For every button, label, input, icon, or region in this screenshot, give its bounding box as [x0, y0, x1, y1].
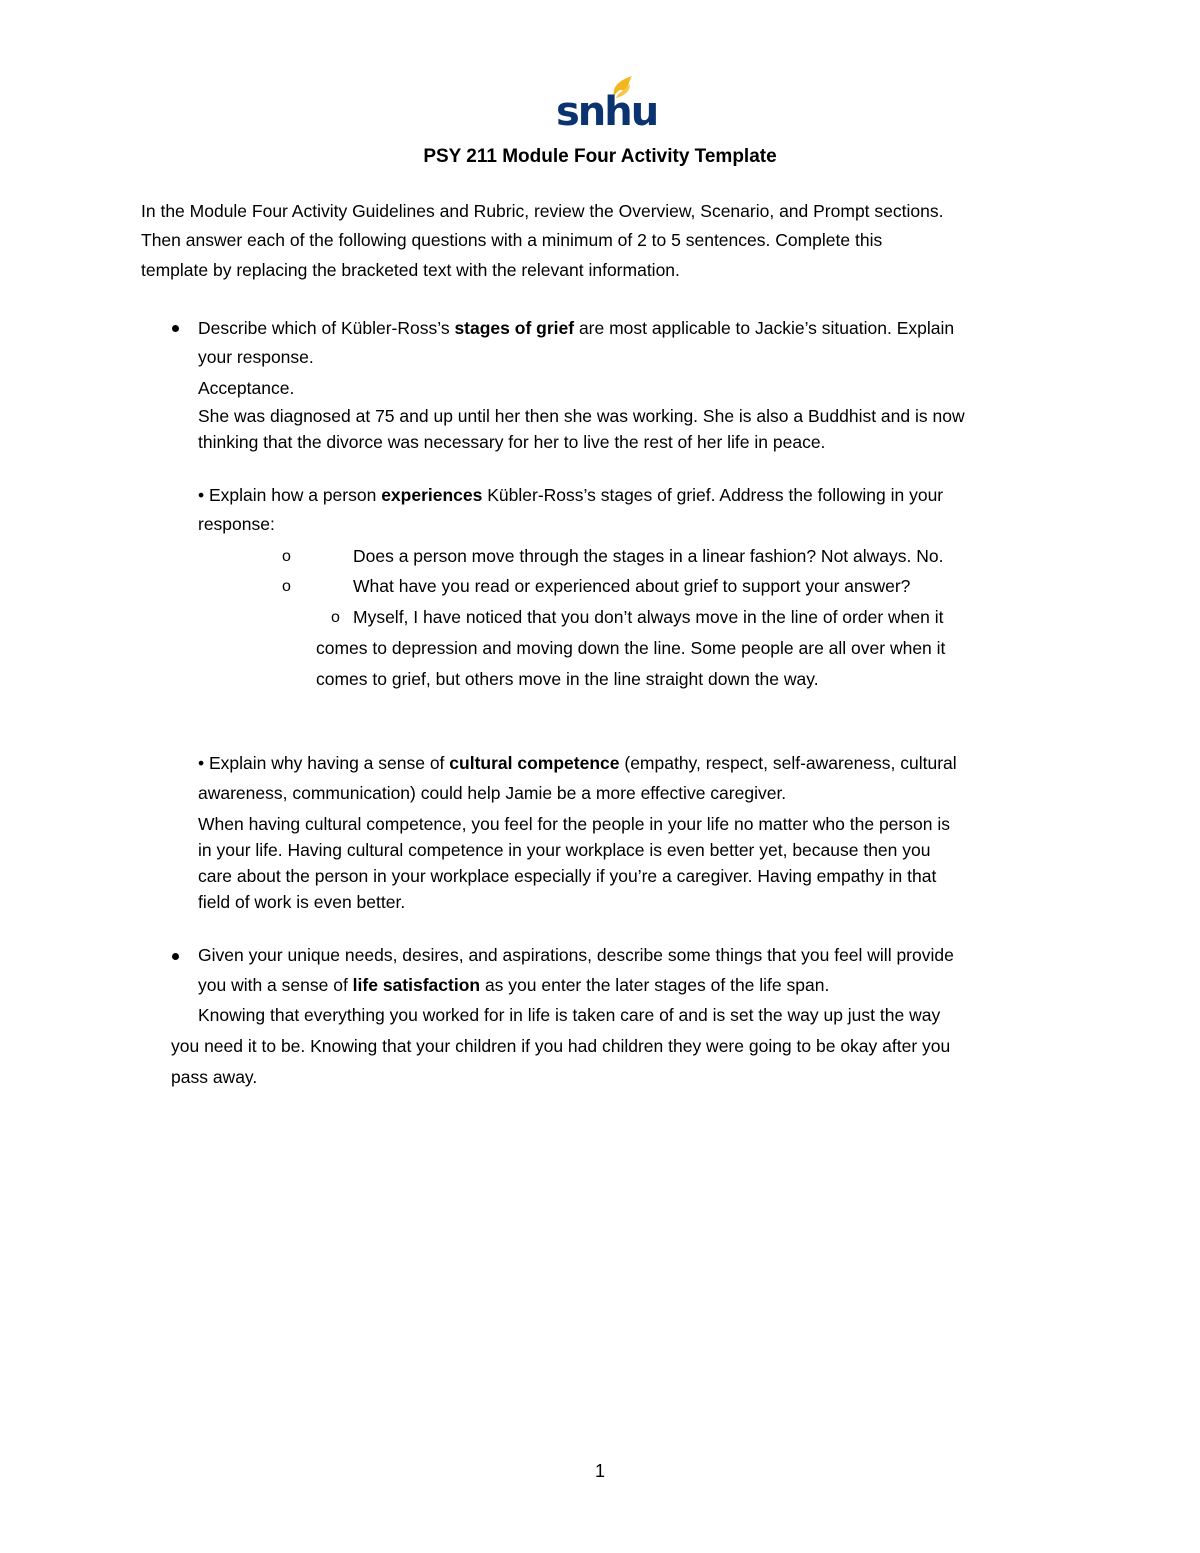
bullet-icon: [172, 325, 179, 332]
intro-line-1: In the Module Four Activity Guidelines and Rubric, review the Overview, Scenario, and Prompt sections.: [141, 201, 944, 221]
q1-prompt-line-1: Describe which of Kübler-Ross’s stages of grief are most applicable to Jackie’s situation. Explain: [198, 318, 955, 338]
q4-prompt-line-1: Given your unique needs, desires, and aspirations, describe some things that you feel will provide: [198, 945, 954, 965]
q4-answer-line-2: you need it to be. Knowing that your children if you had children they were going to be okay after you: [171, 1036, 951, 1056]
page-title: PSY 211 Module Four Activity Template: [423, 146, 777, 167]
sub-bullet-marker: o: [282, 578, 291, 595]
intro-line-3: template by replacing the bracketed text with the relevant information.: [141, 260, 680, 280]
intro-line-2: Then answer each of the following questions with a minimum of 2 to 5 sentences. Complete this: [141, 230, 883, 250]
sub-bullet-marker: o: [331, 609, 340, 626]
q3-answer-line-3: care about the person in your workplace especially if you’re a caregiver. Having empathy in that: [198, 866, 937, 886]
q2-sub-item-1: Does a person move through the stages in a linear fashion? Not always. No.: [353, 546, 944, 566]
q2-sub-item-2: What have you read or experienced about grief to support your answer?: [353, 576, 911, 596]
sub-bullet-marker: o: [282, 548, 291, 565]
q4-answer-line-3: pass away.: [171, 1067, 258, 1087]
q3-answer-line-4: field of work is even better.: [198, 892, 406, 912]
q3-prompt-line-1: • Explain why having a sense of cultural competence (empathy, respect, self-awareness, cultural: [198, 753, 957, 773]
page-number: 1: [594, 1461, 605, 1481]
q3-answer-line-1: When having cultural competence, you feel for the people in your life no matter who the person is: [198, 814, 950, 834]
q4-answer-line-1: Knowing that everything you worked for in life is taken care of and is set the way up just the way: [198, 1005, 941, 1025]
q3-prompt-line-2: awareness, communication) could help Jamie be a more effective caregiver.: [198, 783, 787, 803]
q2-prompt-line-2: response:: [198, 514, 275, 534]
q1-answer-line-1: Acceptance.: [198, 378, 295, 398]
q2-sub-item-3-line-1: Myself, I have noticed that you don’t always move in the line of order when it: [353, 607, 944, 627]
q3-answer-line-2: in your life. Having cultural competence in your workplace is even better yet, because then you: [198, 840, 931, 860]
q2-prompt-line-1: • Explain how a person experiences Kübler-Ross’s stages of grief. Address the following in your: [198, 485, 944, 505]
q2-sub-item-3-line-2: comes to depression and moving down the line. Some people are all over when it: [316, 638, 946, 658]
q4-prompt-line-2: you with a sense of life satisfaction as you enter the later stages of the life span.: [198, 975, 830, 995]
bullet-icon: [172, 953, 179, 960]
q1-prompt-line-2: your response.: [198, 347, 314, 367]
logo-text: snhu: [556, 89, 658, 135]
snhu-logo: [556, 74, 658, 135]
q1-answer-line-2: She was diagnosed at 75 and up until her then she was working. She is also a Buddhist and is now: [198, 406, 965, 426]
q1-answer-line-3: thinking that the divorce was necessary for her to live the rest of her life in peace.: [198, 432, 826, 452]
q2-sub-item-3-line-3: comes to grief, but others move in the line straight down the way.: [316, 669, 819, 689]
